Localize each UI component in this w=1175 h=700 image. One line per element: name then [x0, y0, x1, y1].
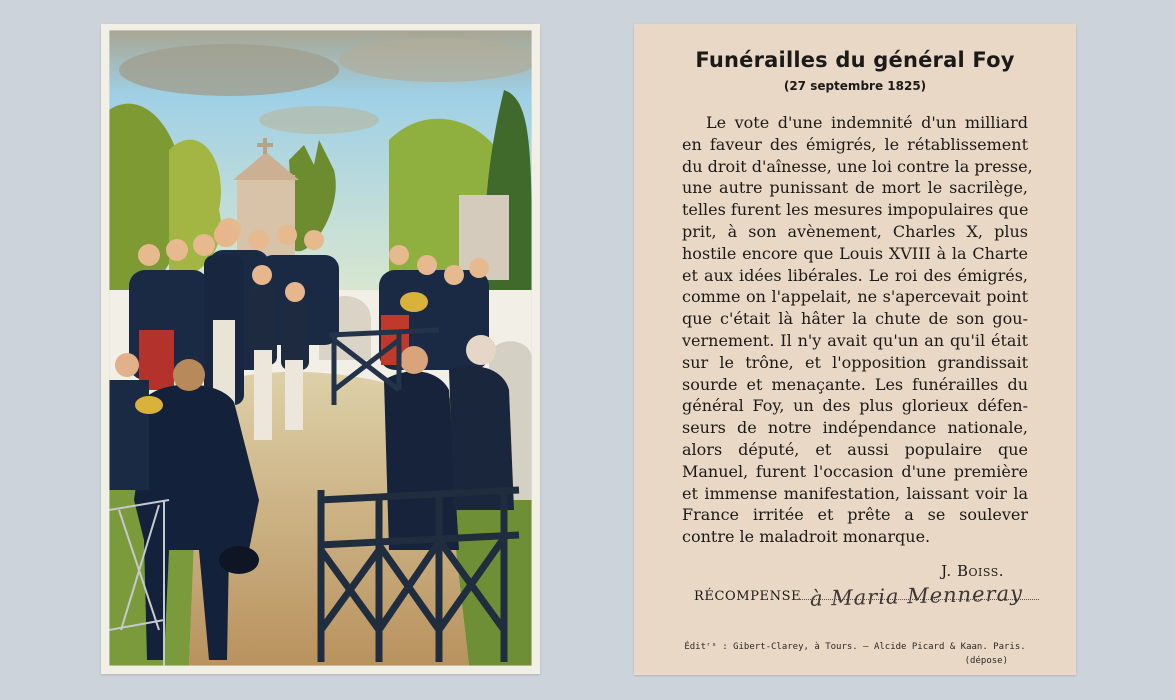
body-line: sur le trône, et l'opposition grandissait [682, 352, 1028, 372]
funeral-scene-illustration [109, 30, 532, 666]
body-line: France irritée et prête a se soulever [682, 505, 1028, 525]
body-line: telles furent les mesures impopulaires que [682, 200, 1029, 220]
boy2-face [285, 282, 305, 302]
body-line: vernement. Il n'y avait qu'un an qu'il était [682, 330, 1028, 350]
cross-arm [257, 143, 273, 147]
body-line: et immense manifestation, laissant voir la [682, 483, 1028, 503]
body-line: que c'était là hâter la chute de son gou- [682, 309, 1028, 329]
soldier-left-face [115, 353, 139, 377]
boy-face [252, 265, 272, 285]
card-front-illustration [101, 24, 540, 674]
body-line: contre le maladroit monarque. [682, 527, 931, 547]
deposit-mark: (dépose) [964, 656, 1008, 666]
body-line: alors député, et aussi populaire que [682, 439, 1028, 459]
reward-handwritten-name: à Maria Menneray [809, 581, 1024, 611]
boy2-trousers [285, 360, 303, 430]
body-line: sourde et menaçante. Les funérailles du [682, 374, 1028, 394]
cloud [259, 106, 379, 134]
body-line: en faveur des émigrés, le rétablissement [682, 134, 1028, 154]
body-line: une autre punissant de mort le sacrilège, [682, 178, 1028, 198]
body-line: seurs de notre indépendance nationale, [682, 418, 1028, 438]
body-line: général Foy, un des plus glorieux défen- [682, 396, 1028, 416]
body-line: du droit d'aînesse, une loi contre la presse, [682, 156, 1033, 176]
body-line: et aux idées libérales. Le roi des émigrés, [682, 265, 1028, 285]
soldier-left [109, 380, 149, 490]
cloud [339, 38, 532, 82]
mourner-right [384, 371, 459, 550]
body-line: comme on l'appelait, ne s'apercevait point [682, 287, 1028, 307]
body-line: prit, à son avènement, Charles X, plus [682, 221, 1028, 241]
publisher-line: Éditʳˢ : Gibert-Clarey, à Tours. — Alcide Picard & Kaan. Paris. [684, 642, 1026, 652]
body-line: Le vote d'une indemnité d'un milliard [706, 113, 1028, 132]
speaker-face [214, 223, 238, 247]
boy-trousers [254, 350, 272, 440]
reward-label: RÉCOMPENSE [694, 589, 802, 604]
elder-mourner-head [466, 335, 496, 365]
top-hat [219, 546, 259, 574]
soldier-helmet [135, 396, 163, 414]
card-body [682, 112, 1033, 548]
body-line: Manuel, furent l'occasion d'une première [682, 461, 1028, 481]
foreground-man-head [173, 359, 205, 391]
body-line: hostile encore que Louis XVIII à la Charte [682, 243, 1028, 263]
card-back [634, 24, 1076, 675]
card-title: Funérailles du général Foy [695, 48, 1015, 72]
cloud [119, 44, 339, 96]
boy2-coat [281, 300, 309, 370]
author-signature: J. Boiss. [941, 562, 1004, 580]
helmet [400, 292, 428, 312]
card-date: (27 septembre 1825) [783, 79, 927, 93]
mourner-right-head [400, 346, 428, 374]
